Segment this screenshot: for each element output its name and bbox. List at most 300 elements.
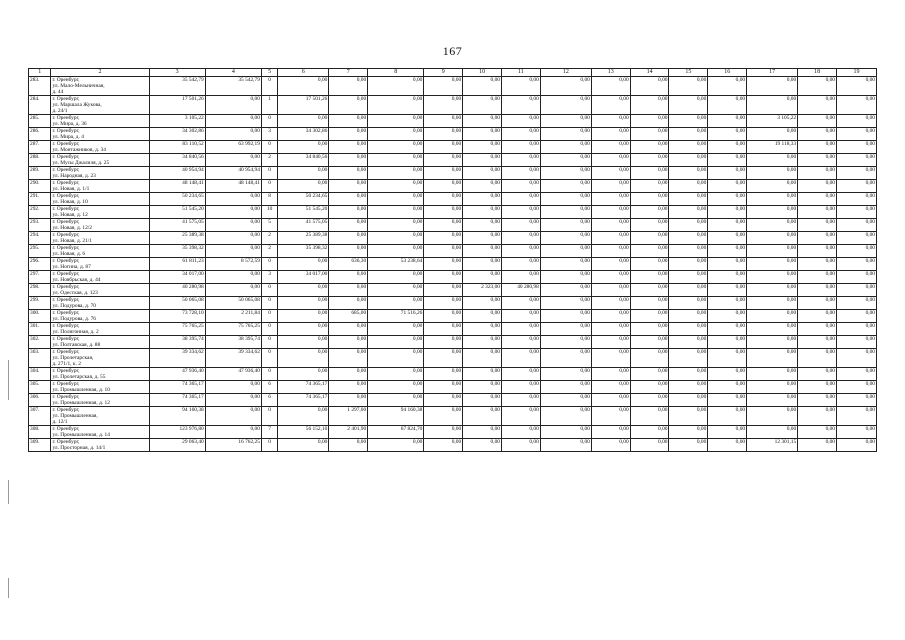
count-cell: 2 xyxy=(261,232,277,245)
amount-cell: 0,00 xyxy=(708,96,747,115)
amount-cell: 0,00 xyxy=(501,258,540,271)
amount-cell: 0,00 xyxy=(463,323,502,336)
amount-cell: 0,00 xyxy=(463,219,502,232)
amount-cell: 0,00 xyxy=(540,167,591,180)
amount-cell: 0,00 xyxy=(708,180,747,193)
column-header: 5 xyxy=(261,69,277,77)
table-row xyxy=(29,407,877,426)
address-line: г. Оренбург, xyxy=(52,349,80,355)
address-cell xyxy=(51,258,149,271)
amount-cell: 0,00 xyxy=(501,271,540,284)
amount-cell: 0,00 xyxy=(463,206,502,219)
count-cell: 0 xyxy=(261,310,277,323)
amount-cell: 0,00 xyxy=(540,258,591,271)
amount-cell: 74 365,17 xyxy=(278,381,329,394)
amount-cell: 0,00 xyxy=(630,297,669,310)
amount-cell: 63 992,19 xyxy=(205,141,261,154)
row-number: 301. xyxy=(29,323,51,336)
amount-cell: 0,00 xyxy=(630,232,669,245)
address-line: г. Оренбург, xyxy=(52,232,80,238)
amount-cell: 0,00 xyxy=(591,336,630,349)
amount-cell: 0,00 xyxy=(463,193,502,206)
amount-cell: 51 545,20 xyxy=(278,206,329,219)
amount-cell: 0,00 xyxy=(424,77,463,96)
address-line: ул. Полигонная, д. 2 xyxy=(52,329,99,335)
amount-cell: 3 105,22 xyxy=(149,115,205,128)
amount-cell: 0,00 xyxy=(368,167,424,180)
amount-cell: 0,00 xyxy=(747,219,798,232)
count-cell: 0 xyxy=(261,115,277,128)
address-line: ул. Мира, д. 36 xyxy=(52,121,87,127)
amount-cell: 0,00 xyxy=(591,323,630,336)
amount-cell: 0,00 xyxy=(540,310,591,323)
count-cell: 0 xyxy=(261,141,277,154)
amount-cell: 40 954,94 xyxy=(149,167,205,180)
address-line: ул. Ногина, д. 87 xyxy=(52,264,91,270)
amount-cell: 0,00 xyxy=(591,154,630,167)
row-number: 308. xyxy=(29,426,51,439)
amount-cell: 0,00 xyxy=(278,141,329,154)
address-cell xyxy=(51,219,149,232)
amount-cell: 0,00 xyxy=(591,219,630,232)
amount-cell: 0,00 xyxy=(837,381,877,394)
amount-cell: 40 280,98 xyxy=(149,284,205,297)
table-row xyxy=(29,115,877,128)
amount-cell: 0,00 xyxy=(669,297,708,310)
amount-cell: 0,00 xyxy=(278,349,329,368)
amount-cell: 0,00 xyxy=(205,193,261,206)
amount-cell: 0,00 xyxy=(540,394,591,407)
amount-cell: 0,00 xyxy=(368,245,424,258)
count-cell: 1 xyxy=(261,96,277,115)
amount-cell: 0,00 xyxy=(463,381,502,394)
amount-cell: 0,00 xyxy=(798,232,837,245)
amount-cell: 0,00 xyxy=(463,368,502,381)
address-line: ул. Пролетарская, xyxy=(52,355,94,361)
amount-cell: 0,00 xyxy=(501,128,540,141)
amount-cell: 0,00 xyxy=(368,394,424,407)
amount-cell: 0,00 xyxy=(501,368,540,381)
amount-cell: 0,00 xyxy=(540,232,591,245)
amount-cell: 0,00 xyxy=(501,349,540,368)
address-line: г. Оренбург, xyxy=(52,394,80,400)
address-line: ул. Промышленная, д. 14 xyxy=(52,432,110,438)
amount-cell: 50 234,65 xyxy=(149,193,205,206)
amount-cell: 0,00 xyxy=(540,349,591,368)
amount-cell: 0,00 xyxy=(837,245,877,258)
amount-cell: 0,00 xyxy=(669,271,708,284)
table-row xyxy=(29,245,877,258)
row-number: 298. xyxy=(29,284,51,297)
amount-cell: 40 954,94 xyxy=(205,167,261,180)
address-line: г. Оренбург, xyxy=(52,219,80,225)
amount-cell: 0,00 xyxy=(540,96,591,115)
count-cell: 0 xyxy=(261,323,277,336)
amount-cell: 0,00 xyxy=(540,271,591,284)
amount-cell: 0,00 xyxy=(837,219,877,232)
amount-cell: 0,00 xyxy=(368,232,424,245)
row-number: 287. xyxy=(29,141,51,154)
amount-cell: 41 575,05 xyxy=(278,219,329,232)
amount-cell: 34 017,00 xyxy=(278,271,329,284)
amount-cell: 0,00 xyxy=(424,219,463,232)
amount-cell: 0,00 xyxy=(278,77,329,96)
amount-cell: 0,00 xyxy=(747,258,798,271)
column-header: 8 xyxy=(368,69,424,77)
amount-cell: 0,00 xyxy=(669,141,708,154)
amount-cell: 34 302,86 xyxy=(149,128,205,141)
count-cell: 7 xyxy=(261,426,277,439)
amount-cell: 0,00 xyxy=(630,180,669,193)
amount-cell: 0,00 xyxy=(424,232,463,245)
amount-cell: 0,00 xyxy=(329,297,368,310)
address-line: ул. Народная, д. 23 xyxy=(52,173,96,179)
amount-cell: 0,00 xyxy=(591,258,630,271)
amount-cell: 0,00 xyxy=(368,297,424,310)
count-cell: 5 xyxy=(261,219,277,232)
amount-cell: 0,00 xyxy=(798,206,837,219)
address-line: ул. Одесская, д. 123 xyxy=(52,290,98,296)
amount-cell: 0,00 xyxy=(278,115,329,128)
column-header: 15 xyxy=(669,69,708,77)
amount-cell: 0,00 xyxy=(630,206,669,219)
amount-cell: 0,00 xyxy=(669,77,708,96)
amount-cell: 0,00 xyxy=(708,426,747,439)
amount-cell: 0,00 xyxy=(540,297,591,310)
amount-cell: 0,00 xyxy=(837,258,877,271)
amount-cell: 0,00 xyxy=(837,206,877,219)
count-cell: 10 xyxy=(261,206,277,219)
count-cell: 0 xyxy=(261,180,277,193)
amount-cell: 0,00 xyxy=(669,193,708,206)
address-line: г. Оренбург, xyxy=(52,368,80,374)
data-table xyxy=(28,68,877,452)
amount-cell: 0,00 xyxy=(278,407,329,426)
amount-cell: 0,00 xyxy=(798,154,837,167)
amount-cell: 0,00 xyxy=(708,232,747,245)
amount-cell: 0,00 xyxy=(329,284,368,297)
table-row xyxy=(29,193,877,206)
amount-cell: 0,00 xyxy=(424,141,463,154)
amount-cell: 0,00 xyxy=(501,323,540,336)
count-cell: 0 xyxy=(261,407,277,426)
amount-cell: 50 065,08 xyxy=(149,297,205,310)
amount-cell: 94 160,38 xyxy=(368,407,424,426)
row-number: 289. xyxy=(29,167,51,180)
address-line: г. Оренбург, xyxy=(52,115,80,121)
scan-edge-mark xyxy=(8,360,9,400)
amount-cell: 0,00 xyxy=(591,77,630,96)
address-line: г. Оренбург, xyxy=(52,180,80,186)
amount-cell: 0,00 xyxy=(747,128,798,141)
amount-cell: 0,00 xyxy=(798,141,837,154)
amount-cell: 0,00 xyxy=(424,381,463,394)
amount-cell: 0,00 xyxy=(669,323,708,336)
amount-cell: 0,00 xyxy=(463,271,502,284)
amount-cell: 0,00 xyxy=(205,219,261,232)
amount-cell: 0,00 xyxy=(669,206,708,219)
amount-cell: 47 936,40 xyxy=(205,368,261,381)
amount-cell: 0,00 xyxy=(798,219,837,232)
amount-cell: 0,00 xyxy=(540,381,591,394)
amount-cell: 0,00 xyxy=(591,245,630,258)
count-cell: 2 xyxy=(261,245,277,258)
amount-cell: 0,00 xyxy=(669,96,708,115)
amount-cell: 0,00 xyxy=(708,245,747,258)
amount-cell: 50 234,65 xyxy=(278,193,329,206)
table-row xyxy=(29,77,877,96)
amount-cell: 19 118,33 xyxy=(747,141,798,154)
amount-cell: 0,00 xyxy=(329,368,368,381)
row-number: 309. xyxy=(29,439,51,452)
amount-cell: 0,00 xyxy=(368,349,424,368)
amount-cell: 0,00 xyxy=(708,141,747,154)
amount-cell: 74 365,17 xyxy=(149,394,205,407)
column-header: 17 xyxy=(747,69,798,77)
amount-cell: 0,00 xyxy=(747,310,798,323)
amount-cell: 0,00 xyxy=(591,310,630,323)
amount-cell: 0,00 xyxy=(630,381,669,394)
address-line: г. Оренбург, xyxy=(52,323,80,329)
address-line: ул. Промышленная, д. 12 xyxy=(52,400,110,406)
amount-cell: 0,00 xyxy=(708,167,747,180)
amount-cell: 0,00 xyxy=(463,232,502,245)
scan-edge-mark xyxy=(8,480,9,504)
count-cell: 2 xyxy=(261,154,277,167)
amount-cell: 0,00 xyxy=(708,407,747,426)
address-cell xyxy=(51,381,149,394)
amount-cell: 0,00 xyxy=(329,323,368,336)
amount-cell: 0,00 xyxy=(837,426,877,439)
amount-cell: 0,00 xyxy=(463,96,502,115)
table-row xyxy=(29,310,877,323)
amount-cell: 0,00 xyxy=(424,407,463,426)
amount-cell: 0,00 xyxy=(540,245,591,258)
amount-cell: 0,00 xyxy=(368,206,424,219)
amount-cell: 0,00 xyxy=(837,271,877,284)
address-line: ул. Новая, д. 21/1 xyxy=(52,238,92,244)
amount-cell: 0,00 xyxy=(329,141,368,154)
address-cell xyxy=(51,141,149,154)
amount-cell: 0,00 xyxy=(747,284,798,297)
amount-cell: 0,00 xyxy=(669,439,708,452)
amount-cell: 0,00 xyxy=(747,297,798,310)
amount-cell: 0,00 xyxy=(501,141,540,154)
count-cell: 0 xyxy=(261,368,277,381)
amount-cell: 0,00 xyxy=(540,180,591,193)
column-header: 6 xyxy=(278,69,329,77)
amount-cell: 83 110,52 xyxy=(149,141,205,154)
amount-cell: 0,00 xyxy=(708,284,747,297)
amount-cell: 0,00 xyxy=(837,77,877,96)
amount-cell: 0,00 xyxy=(540,141,591,154)
amount-cell: 50 065,08 xyxy=(205,297,261,310)
amount-cell: 0,00 xyxy=(329,394,368,407)
address-line: ул. Мира, д. 4 xyxy=(52,134,84,140)
amount-cell: 0,00 xyxy=(630,258,669,271)
table-row xyxy=(29,180,877,193)
amount-cell: 0,00 xyxy=(798,258,837,271)
count-cell: 6 xyxy=(261,381,277,394)
amount-cell: 0,00 xyxy=(708,206,747,219)
amount-cell: 0,00 xyxy=(708,271,747,284)
amount-cell: 0,00 xyxy=(463,258,502,271)
amount-cell: 0,00 xyxy=(424,96,463,115)
amount-cell: 0,00 xyxy=(630,77,669,96)
table-body xyxy=(29,77,877,452)
amount-cell: 0,00 xyxy=(630,219,669,232)
address-cell xyxy=(51,323,149,336)
address-cell xyxy=(51,368,149,381)
amount-cell: 0,00 xyxy=(837,407,877,426)
amount-cell: 0,00 xyxy=(798,284,837,297)
amount-cell: 0,00 xyxy=(205,206,261,219)
amount-cell: 0,00 xyxy=(540,407,591,426)
address-cell xyxy=(51,284,149,297)
amount-cell: 35 398,32 xyxy=(149,245,205,258)
amount-cell: 0,00 xyxy=(837,349,877,368)
amount-cell: 0,00 xyxy=(463,115,502,128)
amount-cell: 0,00 xyxy=(278,310,329,323)
amount-cell: 0,00 xyxy=(329,193,368,206)
amount-cell: 0,00 xyxy=(591,128,630,141)
amount-cell: 0,00 xyxy=(501,310,540,323)
row-number: 303. xyxy=(29,349,51,368)
amount-cell: 0,00 xyxy=(630,310,669,323)
amount-cell: 0,00 xyxy=(708,310,747,323)
amount-cell: 0,00 xyxy=(630,368,669,381)
amount-cell: 0,00 xyxy=(424,349,463,368)
amount-cell: 0,00 xyxy=(501,232,540,245)
address-cell xyxy=(51,77,149,96)
amount-cell: 34 840,56 xyxy=(149,154,205,167)
amount-cell: 0,00 xyxy=(501,115,540,128)
address-line: г. Оренбург, xyxy=(52,310,80,316)
amount-cell: 0,00 xyxy=(368,180,424,193)
amount-cell: 0,00 xyxy=(591,115,630,128)
amount-cell: 0,00 xyxy=(708,394,747,407)
address-line: ул. Монтажников, д. 34 xyxy=(52,147,106,153)
amount-cell: 0,00 xyxy=(501,77,540,96)
amount-cell: 0,00 xyxy=(837,297,877,310)
amount-cell: 0,00 xyxy=(205,284,261,297)
amount-cell: 0,00 xyxy=(630,96,669,115)
amount-cell: 0,00 xyxy=(591,141,630,154)
amount-cell: 636,30 xyxy=(329,258,368,271)
amount-cell: 0,00 xyxy=(540,154,591,167)
amount-cell: 0,00 xyxy=(747,381,798,394)
address-line: ул. Новая, д. 6 xyxy=(52,251,86,257)
count-cell: 0 xyxy=(261,349,277,368)
count-cell: 0 xyxy=(261,439,277,452)
amount-cell: 0,00 xyxy=(798,271,837,284)
row-number: 300. xyxy=(29,310,51,323)
amount-cell: 0,00 xyxy=(591,284,630,297)
row-number: 285. xyxy=(29,115,51,128)
table-row xyxy=(29,167,877,180)
amount-cell: 0,00 xyxy=(329,96,368,115)
row-number: 294. xyxy=(29,232,51,245)
address-line: ул. Подурова, д. 70 xyxy=(52,303,96,309)
address-line: ул. Новая, д. 1/1 xyxy=(52,186,90,192)
amount-cell: 0,00 xyxy=(205,381,261,394)
amount-cell: 0,00 xyxy=(837,128,877,141)
amount-cell: 0,00 xyxy=(463,128,502,141)
count-cell: 8 xyxy=(261,193,277,206)
amount-cell: 0,00 xyxy=(708,219,747,232)
amount-cell: 0,00 xyxy=(591,193,630,206)
amount-cell: 56 152,10 xyxy=(278,426,329,439)
amount-cell: 17 501,26 xyxy=(278,96,329,115)
amount-cell: 0,00 xyxy=(540,368,591,381)
count-cell: 0 xyxy=(261,336,277,349)
amount-cell: 0,00 xyxy=(278,297,329,310)
amount-cell: 0,00 xyxy=(540,219,591,232)
amount-cell: 0,00 xyxy=(630,439,669,452)
row-number: 286. xyxy=(29,128,51,141)
amount-cell: 0,00 xyxy=(501,154,540,167)
amount-cell: 0,00 xyxy=(540,193,591,206)
amount-cell: 0,00 xyxy=(708,77,747,96)
amount-cell: 0,00 xyxy=(463,439,502,452)
amount-cell: 17 501,26 xyxy=(149,96,205,115)
count-cell: 3 xyxy=(261,271,277,284)
amount-cell: 0,00 xyxy=(798,439,837,452)
amount-cell: 0,00 xyxy=(368,381,424,394)
amount-cell: 0,00 xyxy=(329,128,368,141)
amount-cell: 0,00 xyxy=(501,180,540,193)
address-line: д. 271/1, к. 2 xyxy=(52,361,81,367)
amount-cell: 0,00 xyxy=(669,426,708,439)
amount-cell: 0,00 xyxy=(424,336,463,349)
row-number: 299. xyxy=(29,297,51,310)
amount-cell: 75 765,25 xyxy=(149,323,205,336)
amount-cell: 0,00 xyxy=(463,154,502,167)
amount-cell: 38 395,74 xyxy=(149,336,205,349)
amount-cell: 0,00 xyxy=(630,349,669,368)
amount-cell: 0,00 xyxy=(798,349,837,368)
amount-cell: 74 365,17 xyxy=(278,394,329,407)
amount-cell: 0,00 xyxy=(708,115,747,128)
amount-cell: 0,00 xyxy=(368,96,424,115)
count-cell: 0 xyxy=(261,258,277,271)
amount-cell: 0,00 xyxy=(798,381,837,394)
address-line: д. 24/1 xyxy=(52,108,68,114)
amount-cell: 0,00 xyxy=(798,193,837,206)
amount-cell: 0,00 xyxy=(501,206,540,219)
amount-cell: 0,00 xyxy=(798,167,837,180)
amount-cell: 0,00 xyxy=(747,206,798,219)
table-row xyxy=(29,297,877,310)
amount-cell: 0,00 xyxy=(669,394,708,407)
amount-cell: 0,00 xyxy=(630,154,669,167)
amount-cell: 0,00 xyxy=(630,407,669,426)
table-row xyxy=(29,284,877,297)
amount-cell: 0,00 xyxy=(747,394,798,407)
amount-cell: 0,00 xyxy=(798,297,837,310)
amount-cell: 0,00 xyxy=(424,258,463,271)
amount-cell: 0,00 xyxy=(368,219,424,232)
amount-cell: 47 936,40 xyxy=(149,368,205,381)
table-row xyxy=(29,232,877,245)
page-number: 167 xyxy=(442,44,463,58)
amount-cell: 0,00 xyxy=(837,232,877,245)
amount-cell: 0,00 xyxy=(424,115,463,128)
address-cell xyxy=(51,180,149,193)
amount-cell: 0,00 xyxy=(368,77,424,96)
amount-cell: 0,00 xyxy=(424,426,463,439)
amount-cell: 0,00 xyxy=(501,297,540,310)
